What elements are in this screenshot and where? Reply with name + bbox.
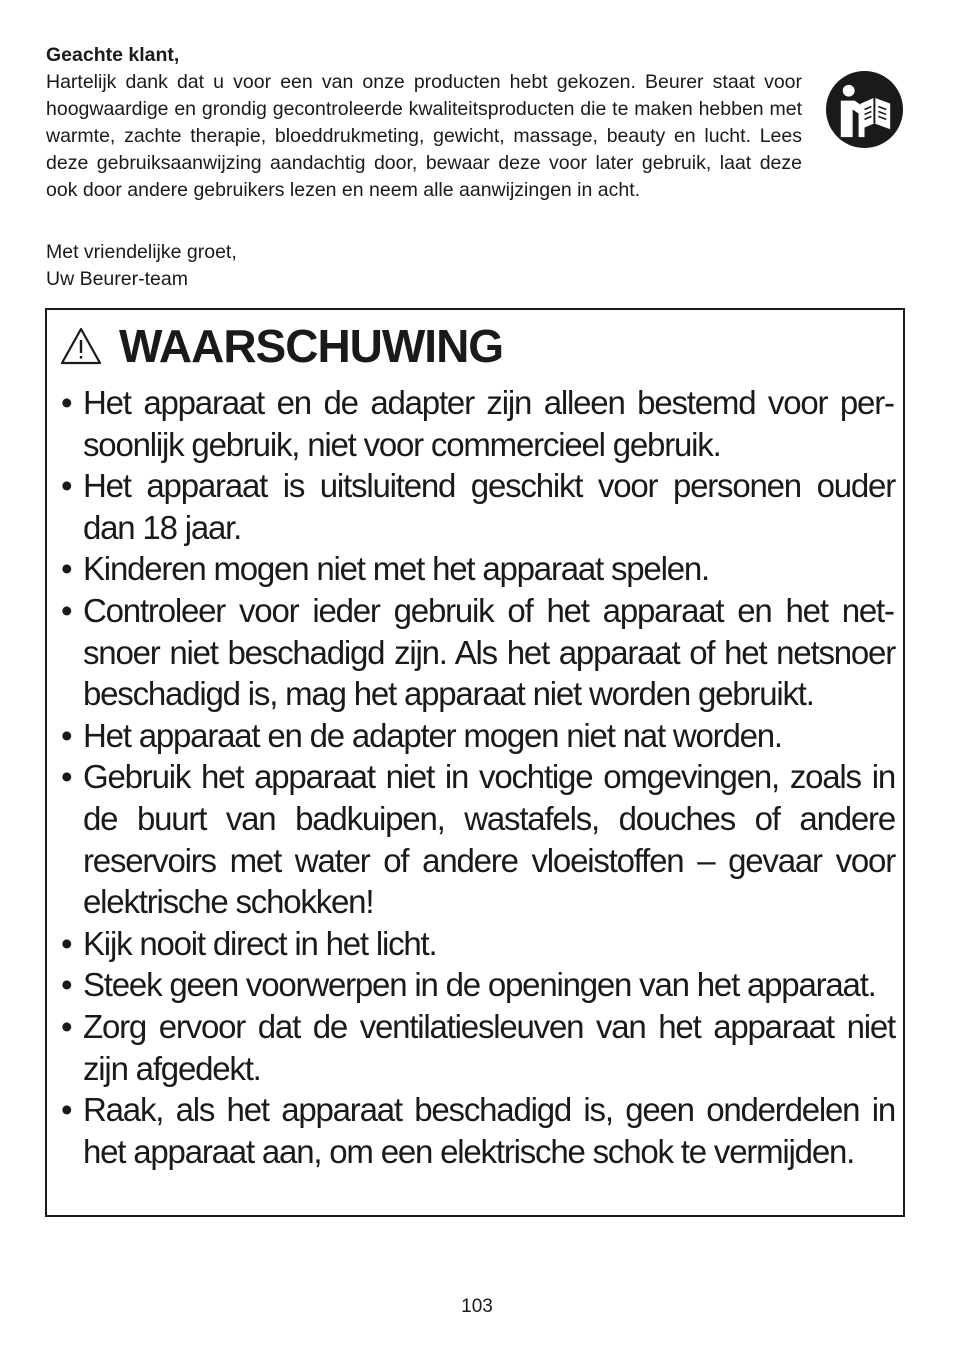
list-item: • Kinderen mogen niet met het apparaat spelen. bbox=[61, 550, 709, 588]
list-item: • Het apparaat en de adapter zijn alleen bestemd voor persoonlijk gebruik, niet voor commercieel gebruik. bbox=[61, 384, 895, 463]
warning-box bbox=[45, 308, 905, 1217]
list-item: • Het apparaat en de adapter mogen niet nat worden. bbox=[61, 716, 782, 754]
warning-list bbox=[59, 382, 895, 1172]
list-item: • Steek geen voorwerpen in de openingen van het apparaat. bbox=[61, 966, 876, 1004]
intro-section bbox=[46, 42, 802, 204]
warning-header bbox=[59, 316, 503, 376]
warning-triangle-icon bbox=[59, 326, 103, 366]
list-item: • Kijk nooit direct in het licht. bbox=[61, 924, 437, 962]
closing-line-1: Met vriendelijke groet, bbox=[46, 241, 237, 263]
list-item: • Controleer voor ieder gebruik of het apparaat en het netsnoer niet beschadigd zijn. Als het apparaat of het netsnoer beschadigd is, mag het apparaat niet worden gebruikt. bbox=[61, 591, 895, 713]
intro-text: Hartelijk dank dat u voor een van onze producten hebt gekozen. Beurer staat voor hoogwaardige en grondig gecontroleerde kwaliteitsproducten die te maken hebben met warmte, zachte therapie, bloeddrukmeting, gewicht, massage, beauty en lucht. Lees deze gebruiksaanwijzing aandachtig door, bewaar deze voor later gebruik, laat deze ook door andere gebruikers lezen en neem alle aanwijzingen in acht. bbox=[46, 71, 802, 201]
list-item: • Het apparaat is uitsluitend geschikt voor personen ouder dan 18 jaar. bbox=[61, 467, 895, 546]
greeting: Geachte klant, bbox=[46, 44, 180, 66]
closing-section bbox=[46, 239, 237, 293]
read-manual-icon bbox=[825, 70, 904, 149]
warning-title: WAARSCHUWING bbox=[119, 320, 504, 372]
list-item: • Gebruik het apparaat niet in vochtige omgevingen, zoals in de buurt van badkuipen, wastafels, douches of andere reservoirs met water of andere vloeistoffen – gevaar voor elektrische schokken! bbox=[61, 758, 895, 921]
list-item: • Zorg ervoor dat de ventilatiesleuven van het apparaat niet zijn afgedekt. bbox=[61, 1007, 895, 1087]
list-item: • Raak, als het apparaat beschadigd is, geen onderdelen in het apparaat aan, om een elektrische schok te vermijden. bbox=[61, 1091, 895, 1170]
page-number: 103 bbox=[461, 1296, 493, 1317]
closing-line-2: Uw Beurer-team bbox=[46, 268, 188, 290]
